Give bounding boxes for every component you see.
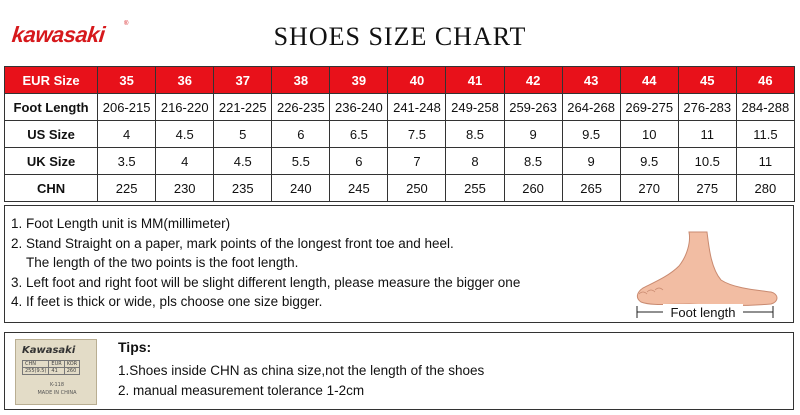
size-cell: 276-283 — [678, 94, 736, 121]
size-cell: 226-235 — [272, 94, 330, 121]
size-cell: 7.5 — [388, 121, 446, 148]
label-logo: Kawasaki — [22, 345, 76, 356]
row-label: CHN — [5, 175, 98, 202]
label-val: 260 — [64, 368, 79, 375]
size-cell: 10.5 — [678, 148, 736, 175]
size-cell: 9 — [504, 121, 562, 148]
foot-shape — [637, 232, 777, 306]
brand-wordmark: kawasaki — [10, 22, 107, 47]
size-cell: 221-225 — [214, 94, 272, 121]
label-val: 41 — [49, 368, 64, 375]
size-cell: 275 — [678, 175, 736, 202]
eur-size-cell: 38 — [272, 67, 330, 94]
size-cell: 9.5 — [562, 121, 620, 148]
note-item: 1. Foot Length unit is MM(millimeter) — [11, 216, 231, 231]
size-cell: 4.5 — [214, 148, 272, 175]
table-row — [5, 94, 795, 121]
row-label: US Size — [5, 121, 98, 148]
size-cell: 9 — [562, 148, 620, 175]
foot-illustration — [629, 228, 781, 320]
size-cell: 270 — [620, 175, 678, 202]
measurement-notes — [4, 205, 794, 323]
note-item: 2. Stand Straight on a paper, mark points of the longest front toe and heel. — [11, 235, 454, 251]
eur-size-cell: 39 — [330, 67, 388, 94]
eur-size-cell: 42 — [504, 67, 562, 94]
eur-size-cell: 41 — [446, 67, 504, 94]
eur-size-cell: 36 — [156, 67, 214, 94]
size-cell: 8 — [446, 148, 504, 175]
size-cell: 230 — [156, 175, 214, 202]
shoe-size-label-photo — [15, 339, 97, 405]
size-cell: 9.5 — [620, 148, 678, 175]
size-cell: 250 — [388, 175, 446, 202]
eur-size-cell: 37 — [214, 67, 272, 94]
eur-size-cell: 46 — [736, 67, 794, 94]
size-cell: 4 — [156, 148, 214, 175]
label-val: 255(9.5) — [23, 368, 49, 375]
size-cell: 4 — [98, 121, 156, 148]
registered-mark: ® — [124, 21, 129, 27]
size-cell: 11 — [736, 148, 794, 175]
size-cell: 249-258 — [446, 94, 504, 121]
label-col: CHN — [23, 361, 49, 368]
note-item: 4. If feet is thick or wide, pls choose one size bigger. — [11, 294, 323, 309]
size-cell: 5.5 — [272, 148, 330, 175]
size-cell: 235 — [214, 175, 272, 202]
size-cell: 10 — [620, 121, 678, 148]
label-model: K-118 — [49, 382, 65, 388]
size-cell: 8.5 — [446, 121, 504, 148]
size-cell: 206-215 — [98, 94, 156, 121]
eur-size-cell: 40 — [388, 67, 446, 94]
size-cell: 6.5 — [330, 121, 388, 148]
size-cell: 3.5 — [98, 148, 156, 175]
eur-size-cell: 35 — [98, 67, 156, 94]
row-label-eur-size: EUR Size — [5, 67, 98, 94]
note-item: 3. Left foot and right foot will be slight different length, please measure the bigger one — [11, 274, 521, 290]
size-cell: 245 — [330, 175, 388, 202]
size-cell: 11.5 — [736, 121, 794, 148]
row-label: Foot Length — [5, 94, 98, 121]
tip-item: 1.Shoes inside CHN as china size,not the length of the shoes — [118, 363, 485, 378]
tips-box — [4, 332, 794, 410]
size-cell: 7 — [388, 148, 446, 175]
size-cell: 6 — [272, 121, 330, 148]
table-header-row — [5, 67, 795, 94]
label-size-table — [22, 360, 80, 375]
size-cell: 216-220 — [156, 94, 214, 121]
label-col: KOR — [64, 361, 79, 368]
size-cell: 241-248 — [388, 94, 446, 121]
size-cell: 5 — [214, 121, 272, 148]
page-title: SHOES SIZE CHART — [273, 22, 527, 51]
size-cell: 225 — [98, 175, 156, 202]
size-cell: 4.5 — [156, 121, 214, 148]
note-item: The length of the two points is the foot length. — [26, 255, 299, 270]
eur-size-cell: 43 — [562, 67, 620, 94]
size-chart-table — [4, 66, 795, 202]
row-label: UK Size — [5, 148, 98, 175]
size-cell: 255 — [446, 175, 504, 202]
size-cell: 8.5 — [504, 148, 562, 175]
size-cell: 240 — [272, 175, 330, 202]
label-col: EUR — [49, 361, 64, 368]
size-cell: 236-240 — [330, 94, 388, 121]
size-cell: 6 — [330, 148, 388, 175]
tip-item: 2. manual measurement tolerance 1-2cm — [118, 383, 365, 398]
size-cell: 11 — [678, 121, 736, 148]
size-cell: 264-268 — [562, 94, 620, 121]
table-row — [5, 121, 795, 148]
size-cell: 260 — [504, 175, 562, 202]
size-cell: 259-263 — [504, 94, 562, 121]
eur-size-cell: 45 — [678, 67, 736, 94]
eur-size-cell: 44 — [620, 67, 678, 94]
foot-length-label: Foot length — [670, 305, 736, 320]
size-cell: 280 — [736, 175, 794, 202]
size-cell: 269-275 — [620, 94, 678, 121]
size-cell: 265 — [562, 175, 620, 202]
table-row — [5, 175, 795, 202]
label-origin: MADE IN CHINA — [37, 390, 77, 396]
size-cell: 284-288 — [736, 94, 794, 121]
tips-title: Tips: — [118, 339, 152, 355]
table-row — [5, 148, 795, 175]
